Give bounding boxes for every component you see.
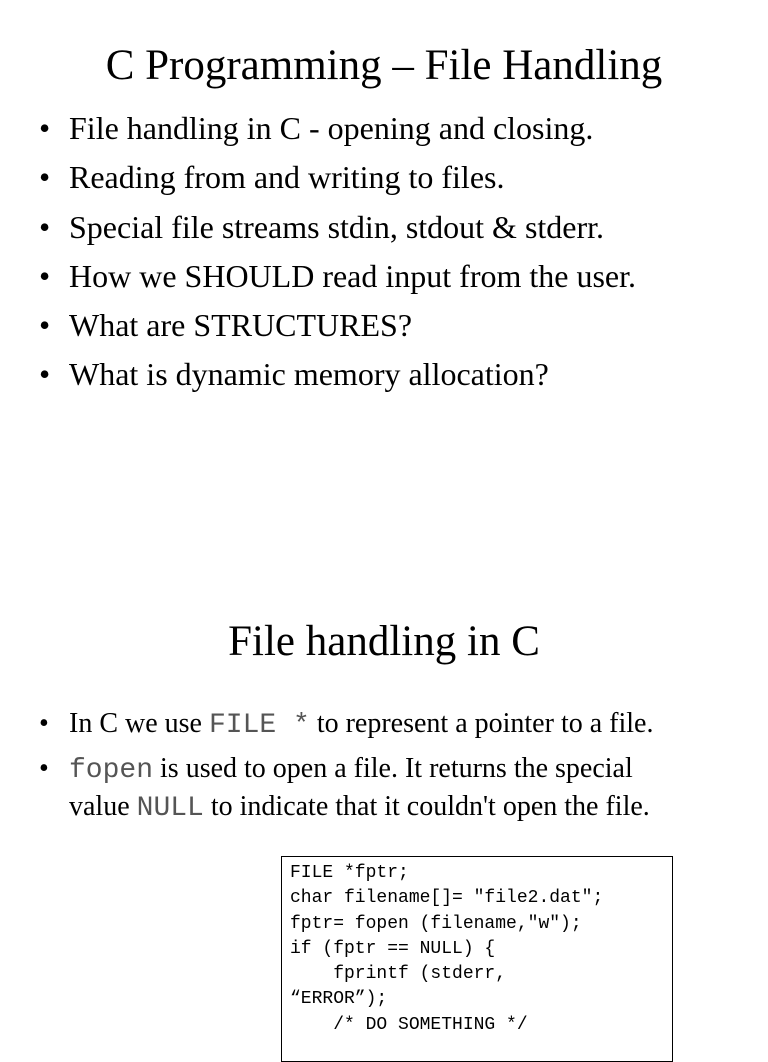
bullet-glyph: • [39,708,49,739]
bullet-text: File handling in C - opening and closing. [69,110,594,146]
code-line: fptr= fopen (filename,"w"); [290,913,582,934]
bullet-text: In C we use [69,708,209,739]
inline-code: FILE * [208,710,310,741]
code-example-box [281,856,673,1062]
bullet-glyph: • [39,307,51,344]
bullet-text: Reading from and writing to files. [69,159,505,196]
bullet-glyph: • [39,159,51,196]
bullet-item [39,354,636,403]
bullet-item [39,305,636,354]
bullet-text: What are STRUCTURES? [69,307,413,344]
bullet-glyph: • [39,257,51,294]
slide-2 [0,512,768,1035]
bullet-item-file-pointer [39,706,654,751]
slide-2-title: File handling in C [228,618,540,665]
bullet-text: What is dynamic memory allocation? [69,356,549,393]
code-line: /* DO SOMETHING */ [290,1014,528,1035]
slide-1 [0,0,768,512]
slide-1-bullet-list [39,108,636,404]
code-line: FILE *fptr; [290,863,409,883]
bullet-text: is used to open a file. It returns the special [153,753,633,784]
bullet-item [39,256,636,305]
bullet-text: value [69,791,137,822]
bullet-glyph: • [39,753,49,784]
code-line: fprintf (stderr, [290,964,507,985]
code-line: char filename[]= "file2.dat"; [290,888,604,909]
code-line: “ERROR”); [290,989,388,1010]
code-line: if (fptr == NULL) { [290,938,496,959]
bullet-glyph: • [39,110,51,146]
slide-2-bullet-list [39,706,654,824]
slide-1-title: C Programming – File Handling [105,42,663,89]
bullet-text: Special file streams stdin, stdout & stderr. [69,208,605,245]
bullet-text: How we SHOULD read input from the user. [69,257,636,294]
bullet-text: to represent a pointer to a file. [309,708,654,739]
bullet-item-fopen [39,751,653,824]
inline-code: NULL [136,793,204,824]
bullet-item [39,157,636,206]
bullet-text: to indicate that it couldn't open the file. [203,791,650,822]
bullet-glyph: • [39,356,51,393]
bullet-glyph: • [39,208,51,245]
inline-code: fopen [69,755,154,786]
bullet-item [39,207,636,256]
bullet-item [39,108,636,157]
